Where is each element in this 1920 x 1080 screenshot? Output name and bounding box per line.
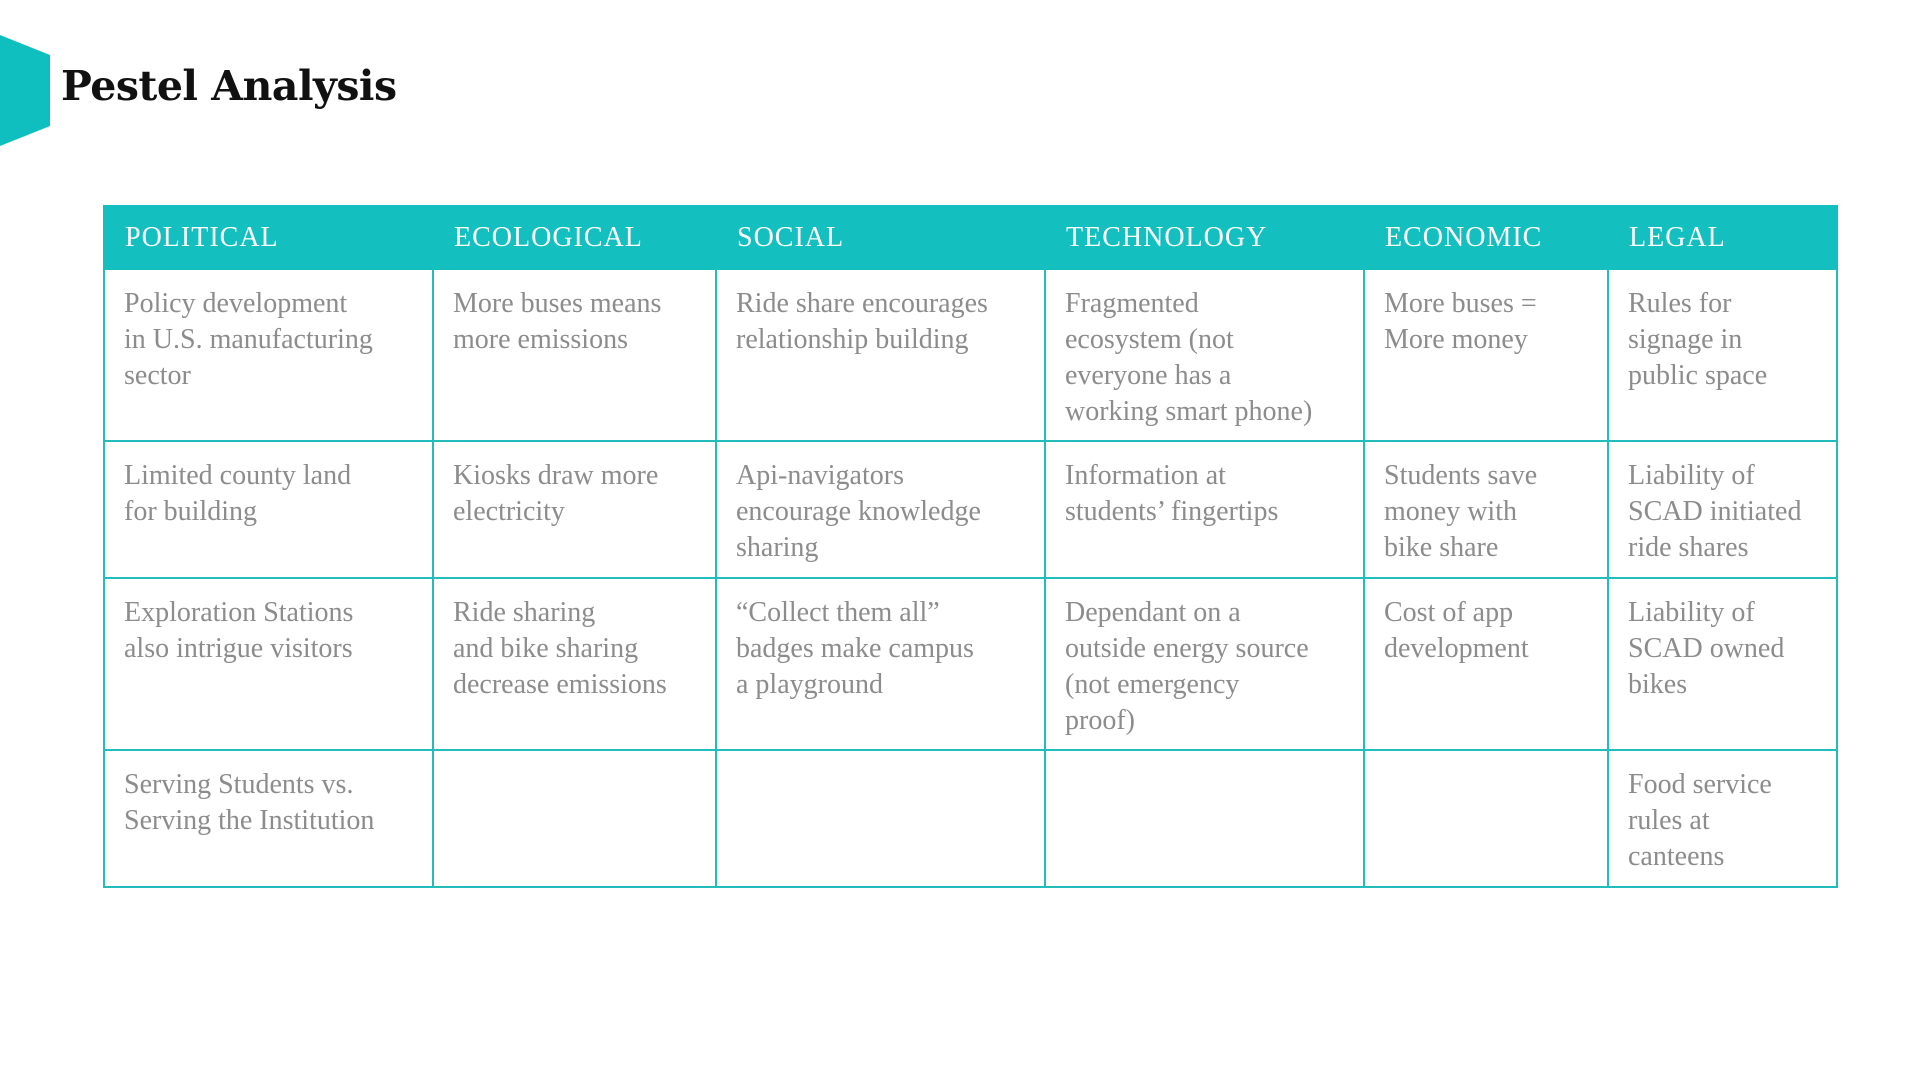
table-cell: More buses = More money xyxy=(1364,269,1608,441)
pestel-table xyxy=(103,205,1838,888)
table-cell: Liability of SCAD initiated ride shares xyxy=(1608,441,1837,578)
table-cell: Dependant on a outside energy source (not emergency proof) xyxy=(1045,578,1364,750)
table-cell: Serving Students vs. Serving the Institution xyxy=(104,750,433,887)
table-cell: Food service rules at canteens xyxy=(1608,750,1837,887)
table-cell: Students save money with bike share xyxy=(1364,441,1608,578)
table-cell: Ride sharing and bike sharing decrease emissions xyxy=(433,578,716,750)
table-cell: More buses means more emissions xyxy=(433,269,716,441)
table-row xyxy=(104,269,1837,441)
table-cell: Ride share encourages relationship building xyxy=(716,269,1045,441)
table-row xyxy=(104,441,1837,578)
page-title: Pestel Analysis xyxy=(61,62,397,110)
table-cell: Cost of app development xyxy=(1364,578,1608,750)
table-cell xyxy=(716,750,1045,887)
column-header-political: POLITICAL xyxy=(104,206,433,269)
table-cell: Kiosks draw more electricity xyxy=(433,441,716,578)
table-cell xyxy=(1045,750,1364,887)
table-cell: “Collect them all” badges make campus a playground xyxy=(716,578,1045,750)
column-header-economic: ECONOMIC xyxy=(1364,206,1608,269)
column-header-ecological: ECOLOGICAL xyxy=(433,206,716,269)
table-row xyxy=(104,750,1837,887)
column-header-technology: TECHNOLOGY xyxy=(1045,206,1364,269)
table-cell: Policy development in U.S. manufacturing sector xyxy=(104,269,433,441)
table-cell: Fragmented ecosystem (not everyone has a working smart phone) xyxy=(1045,269,1364,441)
column-header-social: SOCIAL xyxy=(716,206,1045,269)
table-cell xyxy=(433,750,716,887)
table-cell: Rules for signage in public space xyxy=(1608,269,1837,441)
table-cell: Information at students’ fingertips xyxy=(1045,441,1364,578)
table-cell: Limited county land for building xyxy=(104,441,433,578)
table-cell: Exploration Stations also intrigue visitors xyxy=(104,578,433,750)
title-accent-shape xyxy=(0,35,50,146)
table-cell: Api-navigators encourage knowledge sharing xyxy=(716,441,1045,578)
table-row xyxy=(104,578,1837,750)
column-header-legal: LEGAL xyxy=(1608,206,1837,269)
header-row xyxy=(104,206,1837,269)
table-cell xyxy=(1364,750,1608,887)
table-cell: Liability of SCAD owned bikes xyxy=(1608,578,1837,750)
